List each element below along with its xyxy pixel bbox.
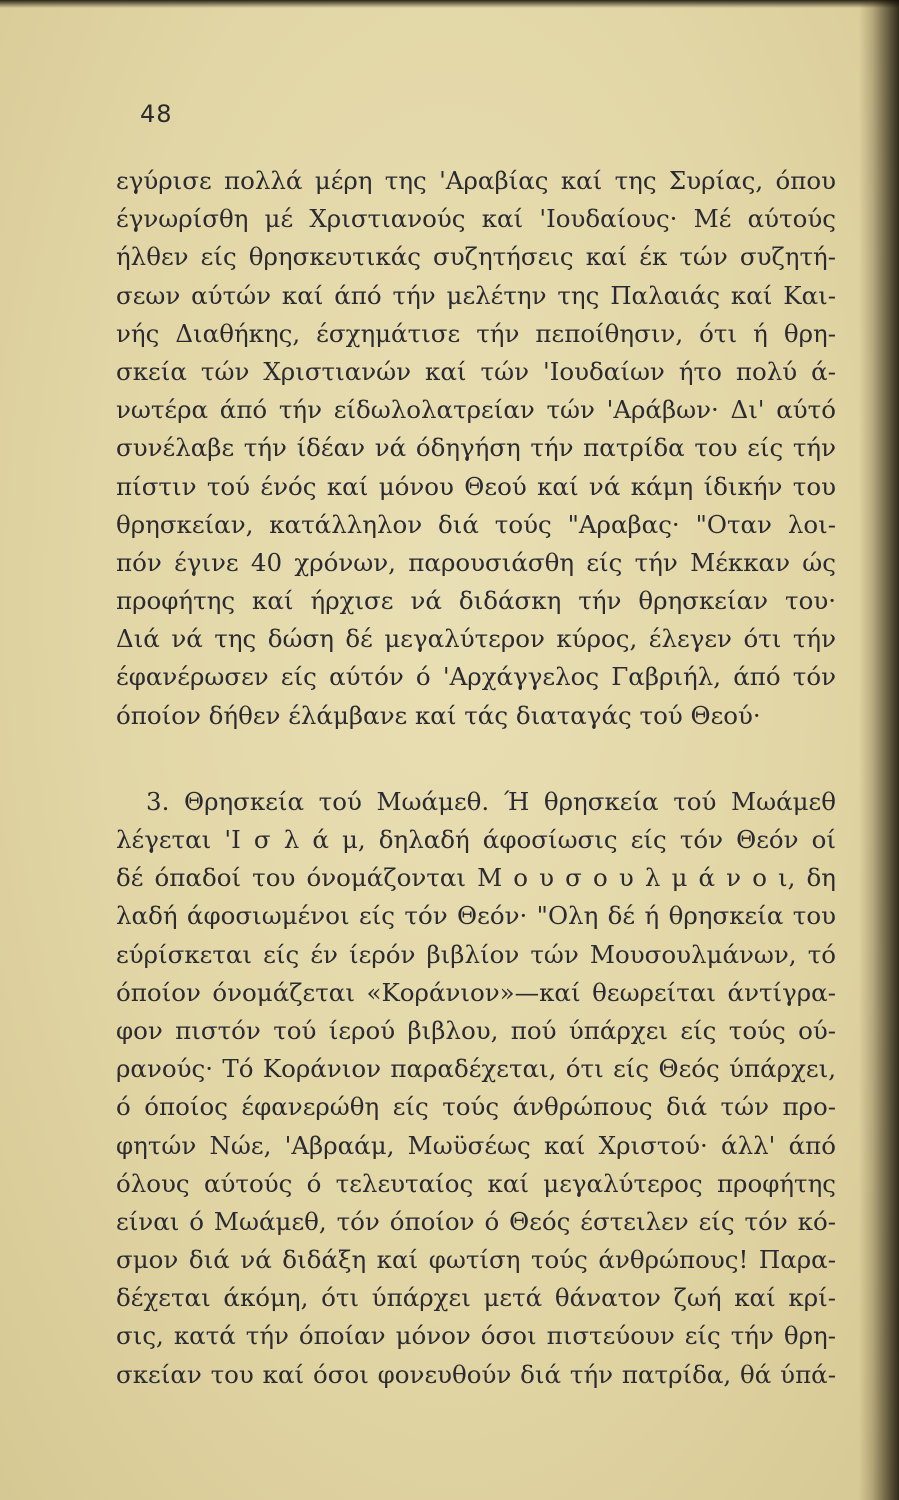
- text-line: σμον διά νά διδάξη καί φωτίση τούς άνθρώπους! Παρα-: [116, 1245, 836, 1275]
- page-top-edge: [0, 0, 899, 8]
- text-line: δέχεται άκόμη, ότι ύπάρχει μετά θάνατον ζωή καί κρί-: [116, 1283, 836, 1313]
- section-heading-line: 3. Θρησκεία τού Μωάμεθ. Ή θρησκεία τού Μωάμεθ: [146, 786, 836, 816]
- text-line: έφανέρωσεν είς αύτόν ό 'Αρχάγγελος Γαβριήλ, άπό τόν: [116, 662, 836, 692]
- text-line: πόν έγινε 40 χρόνων, παρουσιάσθη είς τήν Μέκκαν ώς: [116, 547, 836, 577]
- body-text: [116, 162, 836, 1394]
- text-line: σκείαν του καί όσοι φονευθούν διά τήν πατρίδα, θά ύπά-: [116, 1359, 836, 1389]
- text-line: θρησκείαν, κατάλληλον διά τούς "Αραβας· "Οταν λοι-: [116, 509, 836, 539]
- text-line: πίστιν τού ένός καί μόνου Θεού καί νά κάμη ίδικήν του: [116, 471, 836, 501]
- page-spine-shadow: [859, 0, 899, 1500]
- page-number: 48: [140, 100, 173, 128]
- text-line: ήλθεν είς θρησκευτικάς συζητήσεις καί έκ τών συζητή-: [116, 242, 836, 272]
- text-line: εγύρισε πολλά μέρη της 'Αραβίας καί της Συρίας, όπου: [116, 166, 836, 195]
- text-line: ρανούς· Τό Κοράνιον παραδέχεται, ότι είς Θεός ύπάρχει,: [116, 1054, 836, 1084]
- paragraph-2: [116, 783, 836, 1394]
- text-line: σεων αύτών καί άπό τήν μελέτην της Παλαιάς καί Και-: [116, 280, 836, 310]
- text-line: έγνωρίσθη μέ Χριστιανούς καί 'Ιουδαίους· Μέ αύτούς: [116, 204, 836, 234]
- text-line: Διά νά της δώση δέ μεγαλύτερον κύρος, έλεγεν ότι τήν: [116, 624, 836, 654]
- text-line: προφήτης καί ήρχισε νά διδάσκη τήν θρησκείαν του·: [116, 586, 836, 616]
- text-line: λέγεται 'Ι σ λ ά μ, δηλαδή άφοσίωσις είς τόν Θεόν οί: [116, 825, 836, 854]
- text-line: σκεία τών Χριστιανών καί τών 'Ιουδαίων ήτο πολύ ά-: [116, 356, 836, 386]
- text-line: νής Διαθήκης, έσχημάτισε τήν πεποίθησιν, ότι ή θρη-: [116, 318, 836, 348]
- text-line: όποίον δήθεν έλάμβανε καί τάς διαταγάς τού Θεού·: [116, 700, 761, 730]
- text-line: φον πιστόν τού ίερού βιβλου, πού ύπάρχει είς τούς ού-: [116, 1015, 836, 1045]
- text-line: όποίον όνομάζεται «Κοράνιον»—καί θεωρείται άντίγρα-: [116, 977, 836, 1007]
- paragraph-1: [116, 162, 836, 735]
- text-line: είναι ό Μωάμεθ, τόν όποίον ό Θεός έστειλεν είς τόν κό-: [116, 1206, 836, 1236]
- paragraph-gap: [116, 735, 836, 783]
- text-line: συνέλαβε τήν ίδέαν νά όδηγήση τήν πατρίδα του είς τήν: [116, 433, 836, 463]
- text-line: λαδή άφοσιωμένοι είς τόν Θεόν· "Ολη δέ ή θρησκεία του: [116, 901, 836, 931]
- text-line: ό όποίος έφανερώθη είς τούς άνθρώπους διά τών προ-: [116, 1092, 836, 1122]
- text-line: φητών Νώε, 'Αβραάμ, Μωϋσέως καί Χριστού· άλλ' άπό: [116, 1130, 836, 1160]
- text-line: εύρίσκεται είς έν ίερόν βιβλίον τών Μουσουλμάνων, τό: [116, 939, 836, 969]
- text-line: σις, κατά τήν όποίαν μόνον όσοι πιστεύουν είς τήν θρη-: [116, 1321, 836, 1351]
- text-line: δέ όπαδοί του όνομάζονται Μ ο υ σ ο υ λ μ ά ν ο ι, δη: [116, 863, 836, 893]
- text-line: νωτέρα άπό τήν είδωλολατρείαν τών 'Αράβων· Δι' αύτό: [116, 395, 836, 425]
- text-line: όλους αύτούς ό τελευταίος καί μεγαλύτερος προφήτης: [116, 1168, 836, 1198]
